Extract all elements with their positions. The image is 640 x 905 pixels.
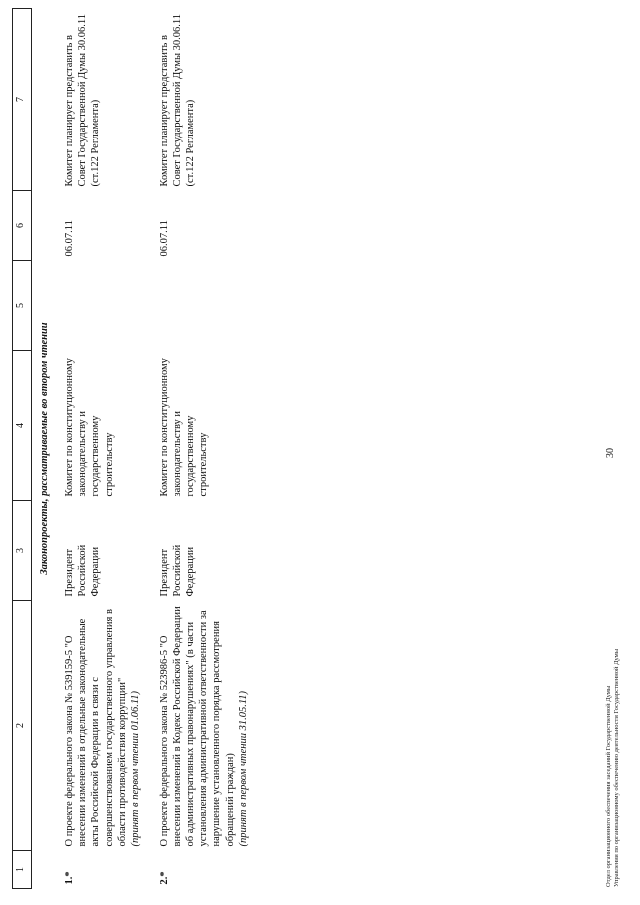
bill-title: О проекте федерального закона № 523986-5 "О внесении изменений в Кодекс Российской Федерации об административных правонарушениях" (в части установления административной ответственности за нарушение установленного порядка рассмотрения обращений граждан) (158, 606, 236, 847)
column-5-cell (144, 261, 252, 351)
section-row (32, 9, 62, 889)
committee-cell: Комитет по конституционному законодательству и государственному строительству (64, 358, 115, 497)
footer (605, 649, 622, 887)
bill-title: О проекте федерального закона № 539159-5 "О внесении изменений в отдельные законодательные акты Российской Федерации в связи с совершенствованием государственного управления в области противодействия коррупции" (64, 609, 128, 847)
footer-line: Управления по организационному обеспечению деятельности Государственной Думы (613, 648, 621, 887)
column-header: 3 (13, 501, 32, 601)
bill-cell (144, 601, 252, 851)
note-cell: Комитет планирует представить в Совет Государственной Думы 30.06.11 (ст.122 Регламента) (158, 13, 197, 187)
initiator-cell: Президент Российской Федерации (158, 544, 197, 597)
column-header: 6 (13, 191, 32, 261)
date-cell: 06.07.11 (158, 220, 170, 257)
footer-line: Отдел организационного обеспечения заседаний Государственной Думы (605, 685, 612, 887)
note-cell: Комитет планирует представить в Совет Государственной Думы 30.06.11 (ст.122 Регламента) (64, 13, 102, 187)
first-reading-note: (принят в первом чтении 01.06.11) (129, 690, 141, 847)
column-header: 7 (13, 9, 32, 191)
column-header: 4 (13, 351, 32, 501)
column-header: 1 (13, 851, 32, 889)
initiator-cell: Президент Российской Федерации (64, 544, 102, 597)
column-header: 2 (13, 601, 32, 851)
column-header: 5 (13, 261, 32, 351)
page-number: 30 (605, 448, 616, 458)
committee-cell: Комитет по конституционному законодательству и государственному строительству (158, 358, 210, 497)
section-title: Законопроекты, рассматриваемые во втором чтении (39, 322, 50, 575)
column-header-row (13, 9, 32, 889)
table-row (61, 9, 144, 889)
bills-table (12, 8, 252, 889)
bill-cell (61, 601, 144, 851)
first-reading-note: (принят в первом чтении 31.05.11) (237, 690, 249, 847)
row-number: 2.* (158, 871, 170, 885)
table-row (144, 9, 252, 889)
row-number: 1.* (64, 871, 76, 885)
date-cell: 06.07.11 (64, 220, 76, 257)
column-5-cell (61, 261, 144, 351)
